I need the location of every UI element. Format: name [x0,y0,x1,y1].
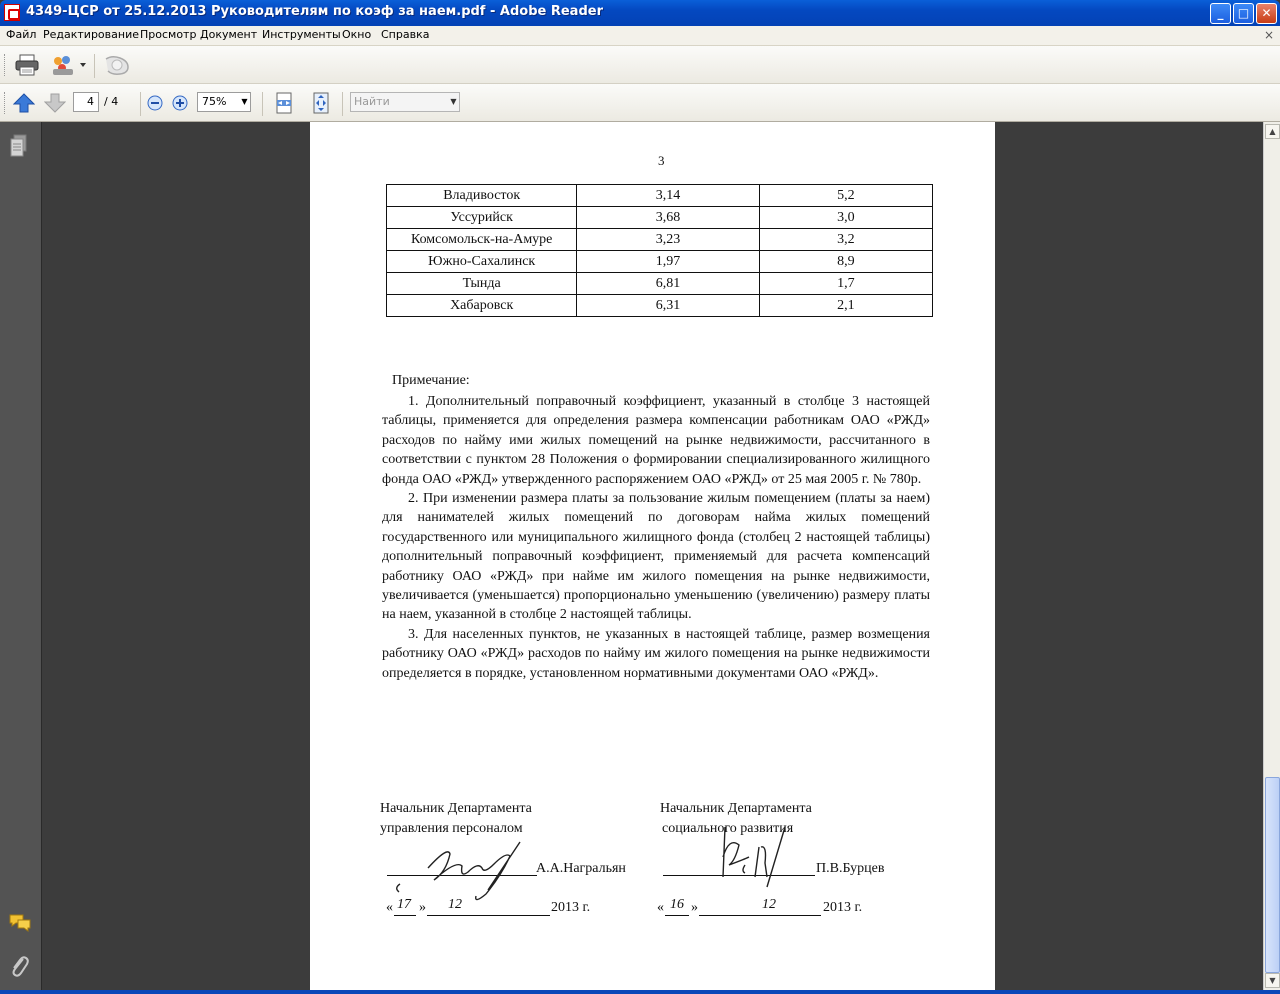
table-row [387,251,933,273]
close-button[interactable]: ✕ [1256,3,1277,24]
left-date-day-line [394,915,416,916]
toolbar-separator [262,92,263,116]
rate-cell: 3,2 [759,229,932,251]
window-title: 4349-ЦСР от 25.12.2013 Руководителям по коэф за наем.pdf - Adobe Reader [26,4,603,19]
coefficients-table [386,184,933,317]
city-cell: Владивосток [387,185,577,207]
coefficient-cell: 3,23 [577,229,759,251]
minimize-button[interactable]: _ [1210,3,1231,24]
pages-panel-icon[interactable] [9,134,29,158]
menu-tools[interactable]: Инструменты [262,28,341,41]
right-signatory-name: П.В.Бурцев [816,861,885,876]
menu-window[interactable]: Окно [342,28,372,41]
rate-cell: 2,1 [759,295,932,317]
scroll-thumb[interactable] [1265,777,1280,973]
left-date-month-line [427,915,550,916]
right-date-day: 16 [670,897,684,912]
coefficient-cell: 3,14 [577,185,759,207]
find-input[interactable] [350,92,460,112]
city-cell: Уссурийск [387,207,577,229]
table-row [387,273,933,295]
share-collaborate-icon[interactable] [50,54,88,76]
menu-document[interactable]: Документ [200,28,258,41]
city-cell: Хабаровск [387,295,577,317]
toolbar-separator [342,92,343,116]
page-count-label: / 4 [104,95,119,108]
left-signature-scribble [390,822,550,902]
note-paragraph-2: 2. При изменении размера платы за пользование жилым помещением (платы за наем) для нанимателей жилых помещений по договорам найма жилых помещений государственного или муниципального жилищного фонда (столбец 2 настоящей таблицы) дополнительный поправочный коэффициент, применяемый для расчета компенсаций работнику ОАО «РЖД» при найме им жилого помещения на рынке недвижимости, увеличивается (уменьшается) пропорционально уменьшению (увеличению) размеру платы на наем, указанной в столбце 2 настоящей таблицы. [382,491,930,623]
table-row [387,229,933,251]
vertical-scrollbar[interactable] [1263,122,1280,990]
city-cell: Тында [387,273,577,295]
city-cell: Южно-Сахалинск [387,251,577,273]
rate-cell: 3,0 [759,207,932,229]
print-icon[interactable] [14,54,40,76]
scroll-down-button[interactable]: ▼ [1265,973,1280,988]
right-date-open-quote: « [657,900,664,915]
attachments-icon[interactable] [9,954,29,978]
file-toolbar [0,46,1280,84]
coefficient-cell: 6,31 [577,295,759,317]
fit-width-icon[interactable] [274,92,294,114]
coefficient-cell: 1,97 [577,251,759,273]
right-date-close-quote: » [691,900,698,915]
chevron-down-icon[interactable]: ▼ [450,97,457,106]
right-date-day-line [665,915,689,916]
rate-cell: 5,2 [759,185,932,207]
menu-view[interactable]: Просмотр [140,28,197,41]
table-row [387,207,933,229]
zoom-in-icon[interactable] [171,94,189,112]
left-signatory-title-line1: Начальник Департамента [380,801,532,816]
next-page-icon[interactable] [44,92,66,114]
notes-body [382,392,930,683]
comments-icon[interactable] [8,912,32,934]
zoom-out-icon[interactable] [146,94,164,112]
table-row [387,185,933,207]
chevron-down-icon[interactable]: ▼ [241,97,248,106]
find-placeholder: Найти [354,95,390,108]
note-paragraph-1: 1. Дополнительный поправочный коэффициент, указанный в столбце 3 настоящей таблицы, применяется для определения размера компенсации работникам ОАО «РЖД» расходов по найму ими жилых помещений на рынке недвижимости, рассчитанного в соответствии с пунктом 28 Положения о формировании специализированного жилищного фонда ОАО «РЖД» утвержденного распоряжением ОАО «РЖД» от 25 мая 2005 г. № 780р. [382,394,930,487]
toolbar-grip[interactable] [4,54,7,76]
left-date-open-quote: « [386,900,393,915]
close-document-button[interactable]: × [1264,28,1275,42]
menu-bar [0,26,1280,46]
fit-page-icon[interactable] [311,92,331,114]
right-signature-scribble [705,817,815,897]
city-cell: Комсомольск-на-Амуре [387,229,577,251]
note-title: Примечание: [392,373,470,388]
right-signatory-title-line2: социального развития [662,821,794,836]
note-paragraph-3: 3. Для населенных пунктов, не указанных в настоящей таблице, размер возмещения работнику ОАО «РЖД» расходов по найму им жилого помещения на рынке недвижимости определяется в порядке, установленном нормативными документами ОАО «РЖД». [382,626,930,681]
maximize-button[interactable]: □ [1233,3,1254,24]
coefficient-cell: 3,68 [577,207,759,229]
toolbar-grip[interactable] [4,92,7,114]
rate-cell: 8,9 [759,251,932,273]
page-number-input[interactable]: 4 [73,92,99,112]
left-date-day: 17 [397,897,411,912]
previous-page-icon[interactable] [13,92,35,114]
table-row [387,295,933,317]
sign-icon[interactable] [102,53,132,77]
rate-cell: 1,7 [759,273,932,295]
right-date-month: 12 [762,897,776,912]
menu-edit[interactable]: Редактирование [43,28,139,41]
right-date-year: 2013 г. [823,900,863,915]
menu-help[interactable]: Справка [381,28,430,41]
left-signatory-name: А.А.Награльян [536,861,626,876]
left-date-month: 12 [448,897,462,912]
document-page[interactable] [310,122,995,990]
zoom-value: 75% [202,95,227,108]
navigation-toolbar [0,84,1280,122]
pdf-app-icon [4,4,20,21]
coefficient-cell: 6,81 [577,273,759,295]
left-signatory-title-line2: управления персоналом [380,821,523,836]
left-date-close-quote: » [419,900,426,915]
toolbar-separator [94,54,95,78]
page-number: 3 [658,153,665,168]
navigation-pane [0,122,42,990]
toolbar-separator [140,92,141,116]
scroll-up-button[interactable]: ▲ [1265,124,1280,139]
right-signatory-title-line1: Начальник Департамента [660,801,812,816]
window-bottom-edge [0,990,1280,994]
zoom-select[interactable] [197,92,251,112]
right-date-month-line [699,915,821,916]
menu-file[interactable]: Файл [6,28,37,41]
left-date-year: 2013 г. [551,900,591,915]
title-bar [0,0,1280,26]
